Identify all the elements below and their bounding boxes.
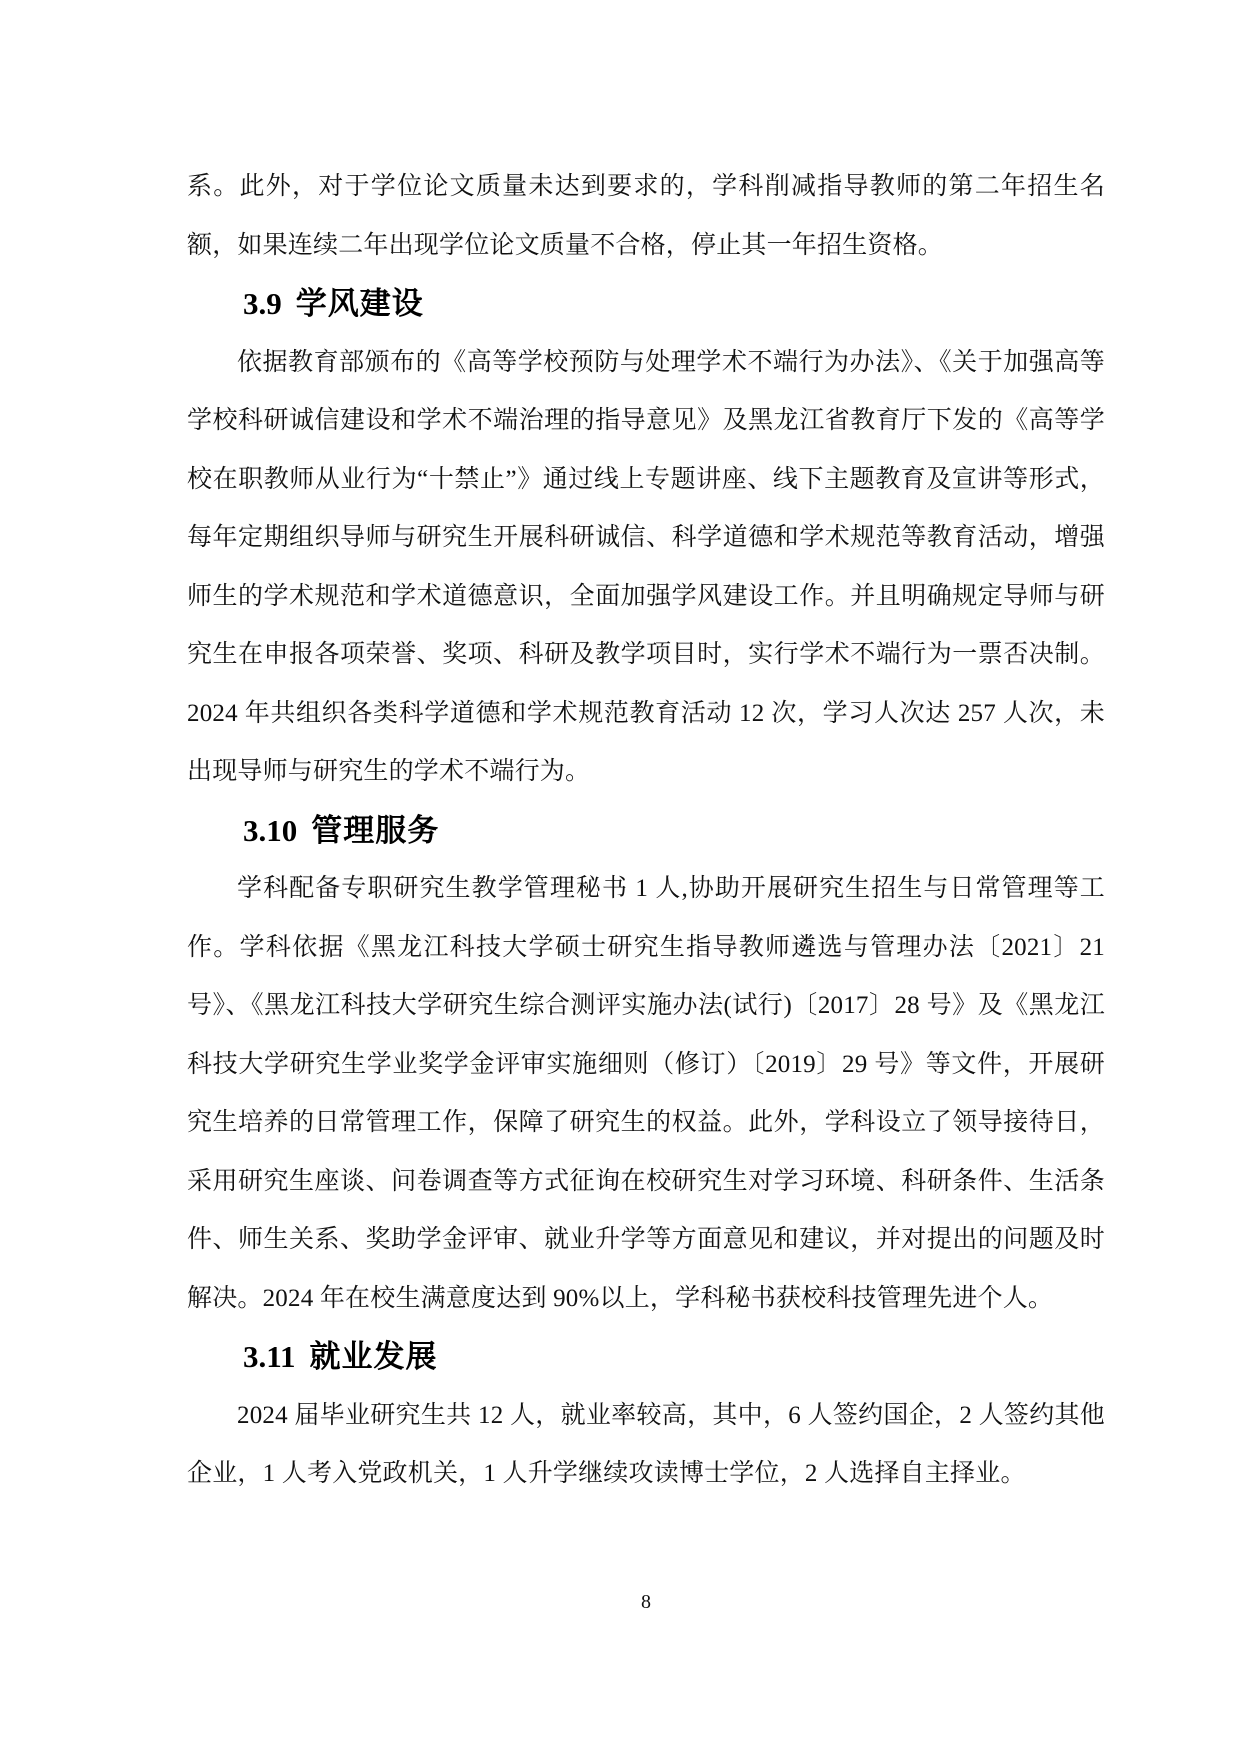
paragraph-discipline-style: 依据教育部颁布的《高等学校预防与处理学术不端行为办法》、《关于加强高等学校科研诚信建设和学术不端治理的指导意见》及黑龙江省教育厅下发的《高等学校在职教师从业行为“十禁止”》通过线上专题讲座、线下主题教育及宣讲等形式，每年定期组织导师与研究生开展科研诚信、科学道德和学术规范等教育活动，增强师生的学术规范和学术道德意识，全面加强学风建设工作。并且明确规定导师与研究生在申报各项荣誉、奖项、科研及教学项目时，实行学术不端行为一票否决制。2024 年共组织各类科学道德和学术规范教育活动 12 次，学习人次达 257 人次，未出现导师与研究生的学术不端行为。 [187, 348, 1105, 785]
section-heading-3-9 [243, 275, 1105, 334]
heading-number: 3.9 [243, 286, 282, 321]
heading-title: 就业发展 [309, 1339, 438, 1374]
heading-title: 学风建设 [295, 286, 424, 321]
paragraph-employment-development: 2024 届毕业研究生共 12 人，就业率较高，其中，6 人签约国企，2 人签约其他企业，1 人考入党政机关，1 人升学继续攻读博士学位，2 人选择自主择业。 [187, 1401, 1105, 1487]
paragraph-continuation: 系。此外，对于学位论文质量未达到要求的，学科削减指导教师的第二年招生名额，如果连续二年出现学位论文质量不合格，停止其一年招生资格。 [187, 173, 1105, 259]
page-footer [187, 1590, 1105, 1614]
page-number: 8 [641, 1591, 651, 1613]
paragraph-management-service: 学科配备专职研究生教学管理秘书 1 人,协助开展研究生招生与日常管理等工作。学科依据《黑龙江科技大学硕士研究生指导教师遴选与管理办法〔2021〕21 号》、《黑龙江科技大学研究生综合测评实施办法(试行)〔2017〕28 号》及《黑龙江科技大学研究生学业奖学金评审实施细则（修订）〔2019〕29 号》等文件，开展研究生培养的日常管理工作，保障了研究生的权益。此外，学科设立了领导接待日，采用研究生座谈、问卷调查等方式征询在校研究生对学习环境、科研条件、生活条件、师生关系、奖助学金评审、就业升学等方面意见和建议，并对提出的问题及时解决。2024 年在校生满意度达到 90%以上，学科秘书获校科技管理先进个人。 [187, 875, 1105, 1312]
section-heading-3-10 [243, 802, 1105, 861]
section-3-11 [187, 1328, 1105, 1504]
section-3-9 [187, 275, 1105, 802]
heading-number: 3.10 [243, 812, 298, 848]
heading-title: 管理服务 [311, 812, 440, 848]
heading-number: 3.11 [243, 1339, 296, 1374]
section-3-10 [187, 802, 1105, 1329]
section-heading-3-11 [243, 1328, 1105, 1387]
